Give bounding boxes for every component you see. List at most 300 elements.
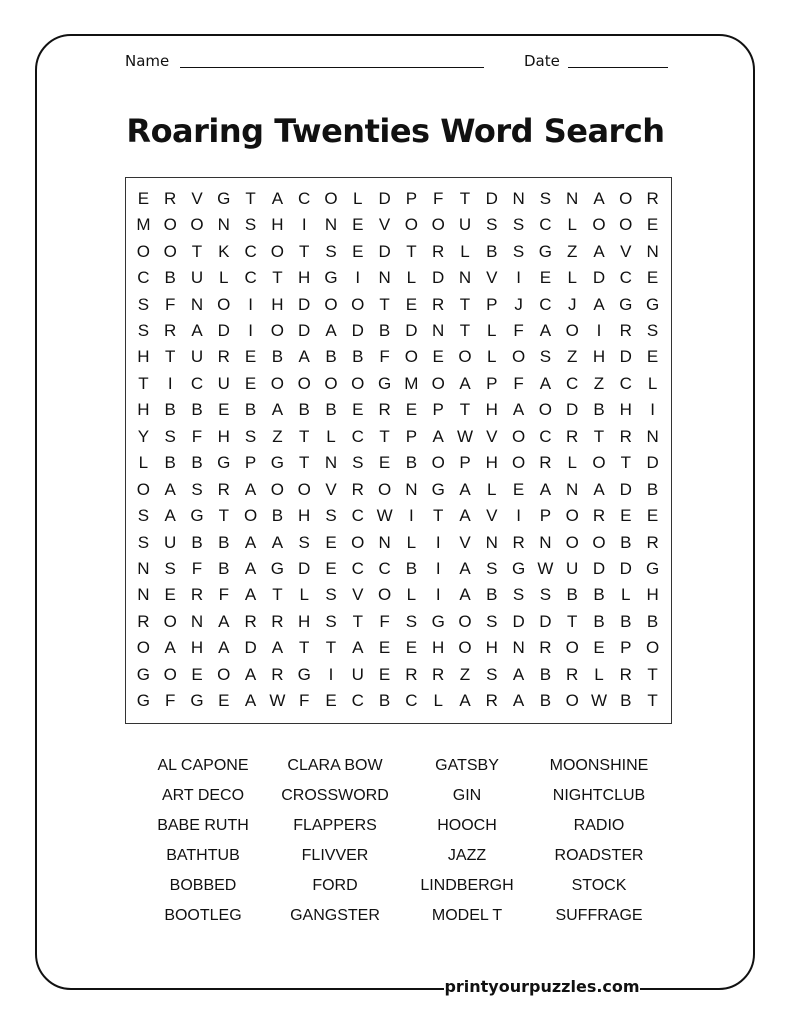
grid-letter: G bbox=[217, 453, 231, 473]
grid-letter: S bbox=[539, 347, 552, 367]
word-list-item: CLARA BOW bbox=[287, 757, 383, 774]
grid-letter: A bbox=[164, 638, 176, 658]
grid-letter: A bbox=[459, 373, 471, 393]
grid-letter: R bbox=[646, 188, 659, 208]
grid-letter: S bbox=[191, 479, 203, 499]
word-list-item: HOOCH bbox=[437, 817, 497, 834]
grid-letter: P bbox=[244, 453, 257, 473]
grid-letter: T bbox=[459, 294, 471, 314]
grid-letter: R bbox=[619, 426, 632, 446]
grid-letter: R bbox=[271, 611, 284, 631]
grid-letter: B bbox=[646, 479, 659, 499]
grid-letter: T bbox=[433, 506, 444, 526]
grid-letter: I bbox=[596, 320, 602, 340]
grid-letter: V bbox=[620, 241, 632, 261]
grid-letter: V bbox=[486, 426, 498, 446]
grid-letter: I bbox=[167, 373, 173, 393]
grid-letter: J bbox=[567, 294, 577, 314]
grid-letter: N bbox=[190, 611, 204, 631]
grid-letter: S bbox=[486, 611, 498, 631]
grid-letter: E bbox=[405, 400, 418, 420]
grid-letter: R bbox=[351, 479, 364, 499]
grid-letter: E bbox=[325, 691, 337, 711]
grid-letter: L bbox=[594, 664, 604, 684]
grid-letter: G bbox=[217, 188, 231, 208]
grid-letter: V bbox=[459, 532, 471, 552]
grid-letter: C bbox=[539, 294, 552, 314]
grid-letter: O bbox=[270, 320, 284, 340]
grid-letter: W bbox=[456, 426, 474, 446]
grid-letter: S bbox=[325, 611, 337, 631]
grid-letter: S bbox=[512, 215, 525, 235]
grid-letter: O bbox=[324, 373, 338, 393]
grid-letter: R bbox=[539, 453, 552, 473]
grid-letter: P bbox=[432, 400, 444, 420]
grid-letter: R bbox=[619, 320, 632, 340]
grid-letter: R bbox=[512, 532, 525, 552]
grid-letter: C bbox=[351, 691, 364, 711]
grid-letter: B bbox=[620, 532, 632, 552]
grid-letter: T bbox=[299, 638, 310, 658]
grid-letter: P bbox=[620, 638, 632, 658]
grid-letter: B bbox=[539, 664, 552, 684]
grid-letter: E bbox=[137, 188, 150, 208]
grid-letter: N bbox=[566, 188, 579, 208]
grid-letter: G bbox=[538, 241, 552, 261]
grid-letter: H bbox=[137, 400, 150, 420]
grid-letter: A bbox=[244, 479, 257, 499]
grid-letter: E bbox=[646, 268, 659, 288]
grid-letter: H bbox=[271, 215, 284, 235]
word-list-item: CROSSWORD bbox=[281, 787, 389, 804]
grid-letter: F bbox=[191, 426, 203, 446]
grid-letter: E bbox=[244, 373, 257, 393]
grid-letter: O bbox=[565, 320, 579, 340]
grid-letter: L bbox=[433, 691, 443, 711]
grid-letter: K bbox=[218, 241, 230, 261]
word-list-item: FORD bbox=[312, 877, 358, 894]
grid-letter: O bbox=[377, 585, 392, 605]
grid-letter: N bbox=[137, 585, 150, 605]
grid-letter: F bbox=[433, 188, 444, 208]
grid-letter: G bbox=[136, 664, 151, 684]
grid-letter: B bbox=[325, 400, 337, 420]
grid-letter: D bbox=[405, 320, 418, 340]
grid-letter: A bbox=[593, 188, 605, 208]
grid-letter: G bbox=[324, 268, 338, 288]
grid-letter: S bbox=[137, 320, 150, 340]
grid-letter: R bbox=[432, 664, 445, 684]
date-field[interactable] bbox=[568, 67, 668, 68]
grid-letter: T bbox=[218, 506, 229, 526]
grid-letter: Z bbox=[593, 373, 605, 393]
grid-letter: B bbox=[620, 691, 632, 711]
grid-letter: O bbox=[565, 532, 579, 552]
grid-letter: Z bbox=[567, 241, 578, 261]
grid-letter: Z bbox=[567, 347, 578, 367]
grid-letter: R bbox=[271, 664, 284, 684]
letter-grid bbox=[125, 177, 672, 724]
grid-letter: R bbox=[217, 347, 230, 367]
grid-letter: F bbox=[513, 320, 524, 340]
grid-letter: F bbox=[165, 294, 176, 314]
grid-letter: B bbox=[191, 400, 203, 420]
grid-letter: I bbox=[328, 664, 334, 684]
grid-letter: A bbox=[459, 559, 471, 579]
grid-letter: L bbox=[406, 268, 417, 288]
grid-letter: B bbox=[244, 400, 257, 420]
grid-letter: O bbox=[136, 241, 151, 261]
grid-letter: H bbox=[485, 453, 498, 473]
word-list-item: RADIO bbox=[573, 817, 625, 834]
grid-letter: A bbox=[271, 532, 284, 552]
grid-letter: R bbox=[566, 664, 579, 684]
grid-letter: G bbox=[645, 294, 660, 314]
grid-letter: S bbox=[298, 532, 310, 552]
grid-letter: A bbox=[539, 373, 552, 393]
grid-letter: O bbox=[270, 241, 284, 261]
grid-letter: E bbox=[378, 664, 391, 684]
grid-letter: U bbox=[190, 347, 204, 367]
grid-letter: D bbox=[378, 188, 391, 208]
grid-letter: O bbox=[511, 426, 526, 446]
grid-letter: U bbox=[164, 532, 177, 552]
grid-letter: A bbox=[593, 294, 605, 314]
grid-letter: B bbox=[271, 506, 284, 526]
grid-letter: O bbox=[404, 215, 418, 235]
grid-letter: V bbox=[352, 585, 364, 605]
grid-letter: S bbox=[137, 294, 150, 314]
grid-letter: U bbox=[458, 215, 472, 235]
word-list-item: BOBBED bbox=[169, 877, 237, 894]
grid-letter: R bbox=[539, 638, 552, 658]
grid-letter: L bbox=[487, 347, 497, 367]
grid-letter: P bbox=[486, 294, 498, 314]
grid-letter: I bbox=[435, 585, 441, 605]
word-list-item: ART DECO bbox=[161, 787, 245, 804]
grid-letter: B bbox=[164, 400, 176, 420]
grid-letter: A bbox=[164, 506, 176, 526]
grid-letter: A bbox=[325, 320, 337, 340]
grid-letter: T bbox=[379, 294, 390, 314]
grid-letter: H bbox=[137, 347, 150, 367]
grid-letter: I bbox=[650, 400, 655, 420]
grid-letter: F bbox=[165, 691, 176, 711]
word-list-item: JAZZ bbox=[447, 847, 487, 864]
grid-letter: R bbox=[432, 241, 445, 261]
grid-letter: E bbox=[512, 479, 525, 499]
grid-letter: E bbox=[539, 268, 552, 288]
grid-letter: H bbox=[592, 347, 606, 367]
word-list-item: STOCK bbox=[571, 877, 627, 894]
grid-letter: B bbox=[486, 585, 498, 605]
grid-letter: T bbox=[165, 347, 176, 367]
grid-letter: T bbox=[593, 426, 605, 446]
grid-letter: N bbox=[137, 559, 150, 579]
grid-letter: L bbox=[647, 373, 658, 393]
grid-letter: L bbox=[487, 479, 497, 499]
grid-letter: E bbox=[325, 559, 337, 579]
grid-letter: D bbox=[592, 268, 606, 288]
grid-letter: S bbox=[164, 426, 176, 446]
grid-letter: L bbox=[567, 215, 577, 235]
grid-letter: C bbox=[351, 426, 364, 446]
grid-letter: U bbox=[351, 664, 364, 684]
grid-letter: O bbox=[136, 638, 151, 658]
grid-letter: H bbox=[646, 585, 659, 605]
grid-letter: L bbox=[353, 188, 363, 208]
grid-letter: A bbox=[459, 691, 471, 711]
grid-letter: N bbox=[512, 638, 525, 658]
grid-letter: P bbox=[459, 453, 471, 473]
grid-letter: G bbox=[190, 506, 204, 526]
grid-letter: O bbox=[458, 611, 472, 631]
grid-letter: N bbox=[378, 532, 391, 552]
word-list bbox=[137, 756, 665, 925]
grid-letter: T bbox=[299, 453, 310, 473]
grid-letter: O bbox=[458, 347, 472, 367]
name-label: Name bbox=[125, 52, 170, 70]
grid-letter: C bbox=[190, 373, 204, 393]
grid-letter: O bbox=[458, 638, 472, 658]
grid-letter: D bbox=[298, 294, 311, 314]
grid-letter: T bbox=[299, 426, 310, 446]
grid-letter: H bbox=[190, 638, 204, 658]
grid-letter: O bbox=[324, 294, 338, 314]
grid-letter: F bbox=[513, 373, 524, 393]
grid-letter: A bbox=[271, 638, 284, 658]
grid-letter: S bbox=[244, 215, 257, 235]
grid-letter: B bbox=[539, 691, 552, 711]
grid-letter: V bbox=[486, 268, 498, 288]
grid-letter: E bbox=[352, 215, 364, 235]
grid-letter: B bbox=[352, 347, 364, 367]
footer-site: printyourpuzzles.com bbox=[444, 977, 640, 996]
grid-letter: O bbox=[645, 638, 660, 658]
grid-letter: H bbox=[485, 400, 498, 420]
word-list-item: GANGSTER bbox=[290, 907, 380, 924]
grid-letter: R bbox=[619, 664, 632, 684]
grid-letter: L bbox=[460, 241, 470, 261]
grid-letter: N bbox=[646, 241, 659, 261]
grid-letter: S bbox=[539, 188, 552, 208]
grid-letter: E bbox=[646, 347, 659, 367]
grid-letter: H bbox=[432, 638, 445, 658]
grid-letter: E bbox=[378, 453, 391, 473]
grid-letter: S bbox=[486, 664, 498, 684]
grid-letter: C bbox=[244, 268, 257, 288]
grid-letter: O bbox=[592, 453, 606, 473]
grid-letter: R bbox=[405, 664, 418, 684]
footer-divider-left bbox=[270, 988, 436, 989]
grid-letter: O bbox=[565, 691, 579, 711]
grid-letter: A bbox=[244, 664, 257, 684]
grid-letter: D bbox=[619, 347, 632, 367]
grid-letter: O bbox=[270, 479, 284, 499]
grid-letter: B bbox=[218, 559, 230, 579]
grid-letter: N bbox=[458, 268, 472, 288]
grid-letter: O bbox=[619, 188, 633, 208]
grid-letter: G bbox=[511, 559, 526, 579]
grid-letter: L bbox=[406, 585, 417, 605]
grid-letter: B bbox=[191, 532, 203, 552]
grid-letter: O bbox=[297, 479, 311, 499]
grid-letter: O bbox=[217, 664, 231, 684]
page-title: Roaring Twenties Word Search bbox=[126, 112, 665, 150]
word-list-item: SUFFRAGE bbox=[555, 907, 643, 924]
grid-letter: R bbox=[137, 611, 150, 631]
grid-letter: L bbox=[621, 585, 631, 605]
grid-letter: B bbox=[164, 268, 176, 288]
grid-letter: O bbox=[619, 215, 633, 235]
grid-letter: T bbox=[325, 638, 337, 658]
grid-letter: R bbox=[378, 400, 391, 420]
name-field[interactable] bbox=[180, 67, 484, 68]
grid-letter: A bbox=[432, 426, 444, 446]
grid-letter: T bbox=[459, 320, 471, 340]
grid-letter: B bbox=[620, 611, 632, 631]
word-list-item: BOOTLEG bbox=[164, 907, 242, 924]
grid-letter: A bbox=[271, 188, 284, 208]
grid-letter: B bbox=[164, 453, 176, 473]
grid-letter: J bbox=[514, 294, 523, 314]
grid-letter: E bbox=[164, 585, 176, 605]
grid-letter: P bbox=[405, 188, 418, 208]
grid-letter: G bbox=[190, 691, 204, 711]
grid-letter: G bbox=[297, 664, 311, 684]
grid-letter: H bbox=[217, 426, 230, 446]
grid-letter: D bbox=[539, 611, 552, 631]
grid-letter: L bbox=[299, 585, 309, 605]
grid-letter: O bbox=[324, 188, 338, 208]
grid-letter: O bbox=[163, 664, 177, 684]
grid-letter: A bbox=[512, 691, 525, 711]
grid-letter: A bbox=[539, 479, 552, 499]
grid-letter: L bbox=[406, 532, 417, 552]
grid-letter: N bbox=[566, 479, 579, 499]
grid-letter: A bbox=[298, 347, 310, 367]
grid-letter: G bbox=[431, 611, 445, 631]
grid-letter: N bbox=[646, 426, 659, 446]
grid-letter: S bbox=[325, 506, 337, 526]
grid-letter: D bbox=[351, 320, 364, 340]
grid-letter: C bbox=[405, 691, 418, 711]
grid-letter: T bbox=[406, 241, 417, 261]
grid-letter: T bbox=[459, 188, 471, 208]
header-row bbox=[0, 52, 791, 76]
grid-letter: B bbox=[593, 611, 605, 631]
grid-letter: R bbox=[190, 585, 204, 605]
grid-letter: F bbox=[299, 691, 310, 711]
word-list-item: FLAPPERS bbox=[293, 817, 377, 834]
grid-letter: O bbox=[404, 347, 418, 367]
grid-letter: D bbox=[298, 559, 311, 579]
grid-letter: U bbox=[190, 268, 204, 288]
grid-letter: O bbox=[431, 373, 445, 393]
word-list-item: BABE RUTH bbox=[157, 817, 249, 834]
grid-letter: B bbox=[593, 585, 605, 605]
grid-letter: O bbox=[592, 532, 606, 552]
grid-letter: L bbox=[326, 426, 336, 446]
grid-letter: B bbox=[405, 559, 418, 579]
grid-letter: E bbox=[218, 691, 230, 711]
grid-letter: H bbox=[271, 294, 284, 314]
word-list-item: MODEL T bbox=[431, 907, 503, 924]
grid-letter: E bbox=[646, 215, 659, 235]
grid-letter: B bbox=[218, 532, 230, 552]
grid-letter: A bbox=[459, 479, 471, 499]
grid-letter: O bbox=[270, 373, 284, 393]
grid-letter: P bbox=[539, 506, 552, 526]
grid-letter: I bbox=[301, 215, 307, 235]
grid-letter: F bbox=[191, 559, 203, 579]
grid-letter: D bbox=[485, 188, 498, 208]
grid-letter: V bbox=[325, 479, 337, 499]
grid-letter: O bbox=[565, 506, 579, 526]
grid-letter: A bbox=[459, 585, 471, 605]
footer-divider-right bbox=[648, 988, 708, 989]
grid-letter: T bbox=[299, 241, 310, 261]
grid-letter: N bbox=[324, 453, 338, 473]
grid-letter: B bbox=[646, 611, 659, 631]
grid-letter: L bbox=[567, 268, 577, 288]
grid-letter: O bbox=[190, 215, 204, 235]
grid-letter: H bbox=[298, 506, 311, 526]
grid-letter: Z bbox=[459, 664, 471, 684]
grid-letter: N bbox=[485, 532, 498, 552]
grid-letter: C bbox=[619, 373, 632, 393]
grid-letter: D bbox=[512, 611, 525, 631]
grid-letter: H bbox=[298, 268, 311, 288]
grid-letter: W bbox=[590, 691, 608, 711]
grid-letter: V bbox=[486, 506, 498, 526]
grid-letter: O bbox=[565, 638, 579, 658]
grid-letter: T bbox=[567, 611, 578, 631]
grid-letter: A bbox=[244, 559, 257, 579]
grid-letter: S bbox=[137, 532, 150, 552]
grid-letter: W bbox=[537, 559, 554, 579]
word-list-item: LINDBERGH bbox=[420, 877, 514, 894]
grid-letter: N bbox=[512, 188, 525, 208]
grid-letter: E bbox=[218, 400, 230, 420]
grid-letter: S bbox=[244, 426, 257, 446]
grid-letter: R bbox=[164, 320, 177, 340]
grid-letter: E bbox=[405, 294, 418, 314]
grid-letter: A bbox=[539, 320, 552, 340]
grid-letter: S bbox=[325, 241, 337, 261]
grid-letter: B bbox=[378, 691, 391, 711]
grid-letter: C bbox=[137, 268, 150, 288]
grid-letter: B bbox=[378, 320, 391, 340]
grid-letter: C bbox=[619, 268, 632, 288]
grid-letter: E bbox=[244, 347, 257, 367]
grid-letter: O bbox=[243, 506, 258, 526]
grid-letter: I bbox=[516, 268, 521, 288]
word-list-item: NIGHTCLUB bbox=[552, 787, 646, 804]
grid-letter: D bbox=[244, 638, 257, 658]
grid-letter: C bbox=[351, 559, 364, 579]
grid-letter: A bbox=[593, 241, 605, 261]
grid-letter: O bbox=[431, 215, 445, 235]
grid-letter: D bbox=[592, 559, 606, 579]
grid-letter: G bbox=[645, 559, 660, 579]
grid-letter: O bbox=[351, 373, 365, 393]
grid-letter: O bbox=[163, 215, 177, 235]
grid-letter: A bbox=[244, 532, 257, 552]
grid-letter: B bbox=[593, 400, 605, 420]
grid-letter: B bbox=[271, 347, 284, 367]
grid-letter: D bbox=[566, 400, 579, 420]
